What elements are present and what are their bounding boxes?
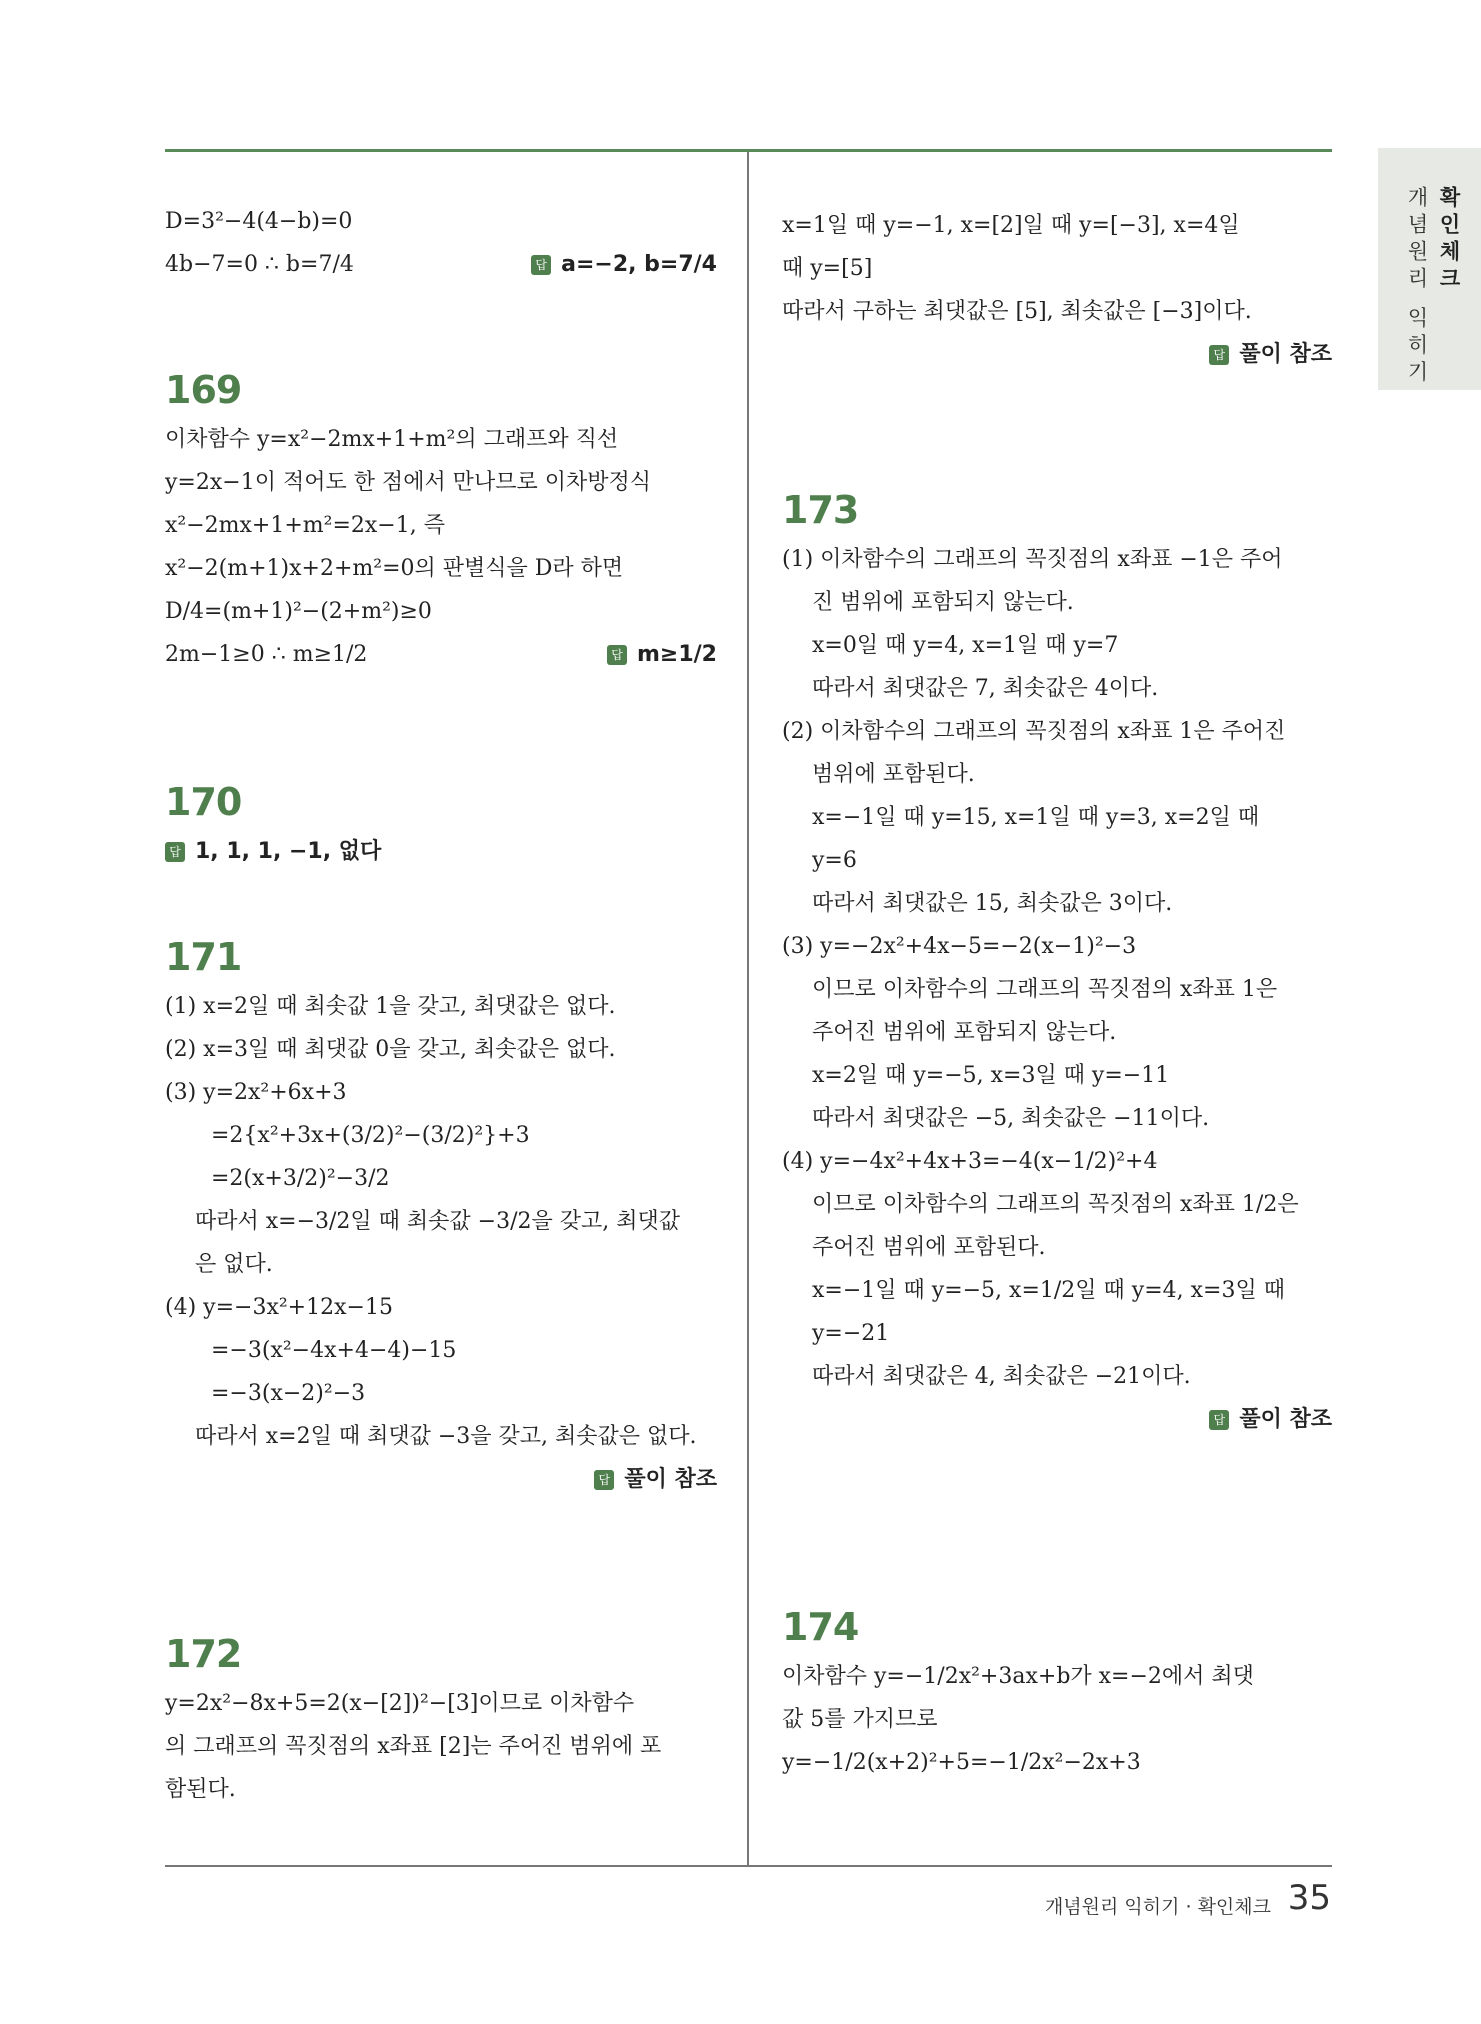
solution-line: D/4=(m+1)²−(2+m²)≥0 [165, 599, 432, 624]
solution-line: x=−1일 때 y=15, x=1일 때 y=3, x=2일 때 [812, 805, 1260, 830]
solution-line: 주어진 범위에 포함되지 않는다. [812, 1020, 1117, 1045]
solution-line: (2) 이차함수의 그래프의 꼭짓점의 x좌표 1은 주어진 [782, 719, 1286, 744]
solution-line-text: 2m−1≥0 ∴ m≥1/2 [165, 642, 368, 667]
solution-line: x=−1일 때 y=−5, x=1/2일 때 y=4, x=3일 때 [812, 1278, 1285, 1303]
answer-text: 풀이 참조 [1239, 342, 1332, 367]
side-tab-title: 확인체크 [1437, 186, 1461, 294]
solution-line: =−3(x²−4x+4−4)−15 [211, 1338, 457, 1363]
answer-badge-icon: 답 [594, 1470, 614, 1490]
solution-line: 값 5를 가지므로 [782, 1707, 938, 1732]
solution-line: x=2일 때 y=−5, x=3일 때 y=−11 [812, 1063, 1170, 1088]
solution-line: (1) 이차함수의 그래프의 꼭짓점의 x좌표 −1은 주어 [782, 547, 1283, 572]
solution-line: 따라서 구하는 최댓값은 [5], 최솟값은 [−3]이다. [782, 299, 1252, 324]
solution-line: x²−2(m+1)x+2+m²=0의 판별식을 D라 하면 [165, 556, 624, 581]
solution-line: 은 없다. [195, 1252, 273, 1277]
problem-number: 169 [165, 368, 242, 412]
problem-169 [165, 368, 717, 676]
solution-line: y=−21 [812, 1321, 890, 1346]
solution-line: 이므로 이차함수의 그래프의 꼭짓점의 x좌표 1/2은 [812, 1192, 1299, 1217]
answer [782, 333, 1332, 376]
solution-line: 의 그래프의 꼭짓점의 x좌표 [2]는 주어진 범위에 포 [165, 1734, 662, 1759]
side-tab-subtitle: 개념원리 익히기 [1405, 186, 1429, 388]
answer-badge-icon: 답 [531, 255, 551, 275]
answer [607, 633, 717, 676]
solution-line: x=1일 때 y=−1, x=[2]일 때 y=[−3], x=4일 [782, 213, 1240, 238]
side-tab [1378, 148, 1481, 390]
solution-line: =2{x²+3x+(3/2)²−(3/2)²}+3 [211, 1123, 530, 1148]
solution-line: (4) y=−4x²+4x+3=−4(x−1/2)²+4 [782, 1149, 1158, 1174]
answer-badge-icon: 답 [607, 645, 627, 665]
answer-badge-icon: 답 [165, 842, 185, 862]
answer-text: a=−2, b=7/4 [561, 252, 717, 277]
problem-number: 174 [782, 1605, 859, 1649]
solution-line: 따라서 x=2일 때 최댓값 −3을 갖고, 최솟값은 없다. [195, 1424, 697, 1449]
solution-line [165, 243, 717, 286]
solution-line: x²−2mx+1+m²=2x−1, 즉 [165, 513, 445, 538]
problem-171 [165, 935, 717, 1501]
problem-number: 173 [782, 488, 859, 532]
solution-line: x=0일 때 y=4, x=1일 때 y=7 [812, 633, 1119, 658]
solution-line: (4) y=−3x²+12x−15 [165, 1295, 393, 1320]
answer-text: 풀이 참조 [624, 1467, 717, 1492]
solution-line: (2) x=3일 때 최댓값 0을 갖고, 최솟값은 없다. [165, 1037, 616, 1062]
answer-badge-icon: 답 [1209, 345, 1229, 365]
solution-line: 따라서 최댓값은 15, 최솟값은 3이다. [812, 891, 1173, 916]
bottom-rule [165, 1865, 1332, 1867]
problem-number: 172 [165, 1632, 242, 1676]
solution-line: y=−1/2(x+2)²+5=−1/2x²−2x+3 [782, 1750, 1141, 1775]
solution-line: y=2x²−8x+5=2(x−[2])²−[3]이므로 이차함수 [165, 1691, 635, 1716]
solution-line: 진 범위에 포함되지 않는다. [812, 590, 1074, 615]
solution-line: 따라서 최댓값은 7, 최솟값은 4이다. [812, 676, 1159, 701]
solution-line: (1) x=2일 때 최솟값 1을 갖고, 최댓값은 없다. [165, 994, 616, 1019]
solution-line: D=3²−4(4−b)=0 [165, 209, 353, 234]
solution-line: y=2x−1이 적어도 한 점에서 만나므로 이차방정식 [165, 470, 651, 495]
solution-line [165, 633, 717, 676]
problem-172 [165, 1632, 717, 1811]
solution-line: 함된다. [165, 1777, 236, 1802]
solution-line: (3) y=−2x²+4x−5=−2(x−1)²−3 [782, 934, 1137, 959]
page-number: 35 [1287, 1878, 1331, 1918]
solution-line: 이차함수 y=−1/2x²+3ax+b가 x=−2에서 최댓 [782, 1664, 1254, 1689]
solution-line: 따라서 최댓값은 4, 최솟값은 −21이다. [812, 1364, 1191, 1389]
solution-line: (3) y=2x²+6x+3 [165, 1080, 347, 1105]
footer-text: 개념원리 익히기 · 확인체크 [1044, 1896, 1271, 1918]
solution-line: 주어진 범위에 포함된다. [812, 1235, 1046, 1260]
solution-line: 이므로 이차함수의 그래프의 꼭짓점의 x좌표 1은 [812, 977, 1278, 1002]
answer-text: 1, 1, 1, −1, 없다 [195, 839, 382, 864]
solution-line: 따라서 x=−3/2일 때 최솟값 −3/2을 갖고, 최댓값 [195, 1209, 681, 1234]
answer [782, 1398, 1332, 1441]
solution-line: =2(x+3/2)²−3/2 [211, 1166, 390, 1191]
answer-text: m≥1/2 [636, 642, 717, 667]
solution-line: 따라서 최댓값은 −5, 최솟값은 −11이다. [812, 1106, 1210, 1131]
problem-number: 170 [165, 780, 242, 824]
answer [165, 1458, 717, 1501]
solution-line: 때 y=[5] [782, 256, 873, 281]
answer [165, 830, 717, 873]
problem-number: 171 [165, 935, 242, 979]
problem-173 [782, 488, 1332, 1441]
solution-line: 이차함수 y=x²−2mx+1+m²의 그래프와 직선 [165, 427, 619, 452]
answer [531, 243, 717, 286]
column-divider [747, 152, 749, 1865]
solution-line-text: 4b−7=0 ∴ b=7/4 [165, 252, 354, 277]
solution-line: =−3(x−2)²−3 [211, 1381, 366, 1406]
problem-174 [782, 1605, 1332, 1784]
answer-badge-icon: 답 [1209, 1410, 1229, 1430]
solution-line: y=6 [812, 848, 857, 873]
answer-text: 풀이 참조 [1239, 1407, 1332, 1432]
problem-172-continued [782, 204, 1332, 376]
problem-170 [165, 780, 717, 873]
solution-line: 범위에 포함된다. [812, 762, 975, 787]
continued-solution [165, 200, 717, 286]
